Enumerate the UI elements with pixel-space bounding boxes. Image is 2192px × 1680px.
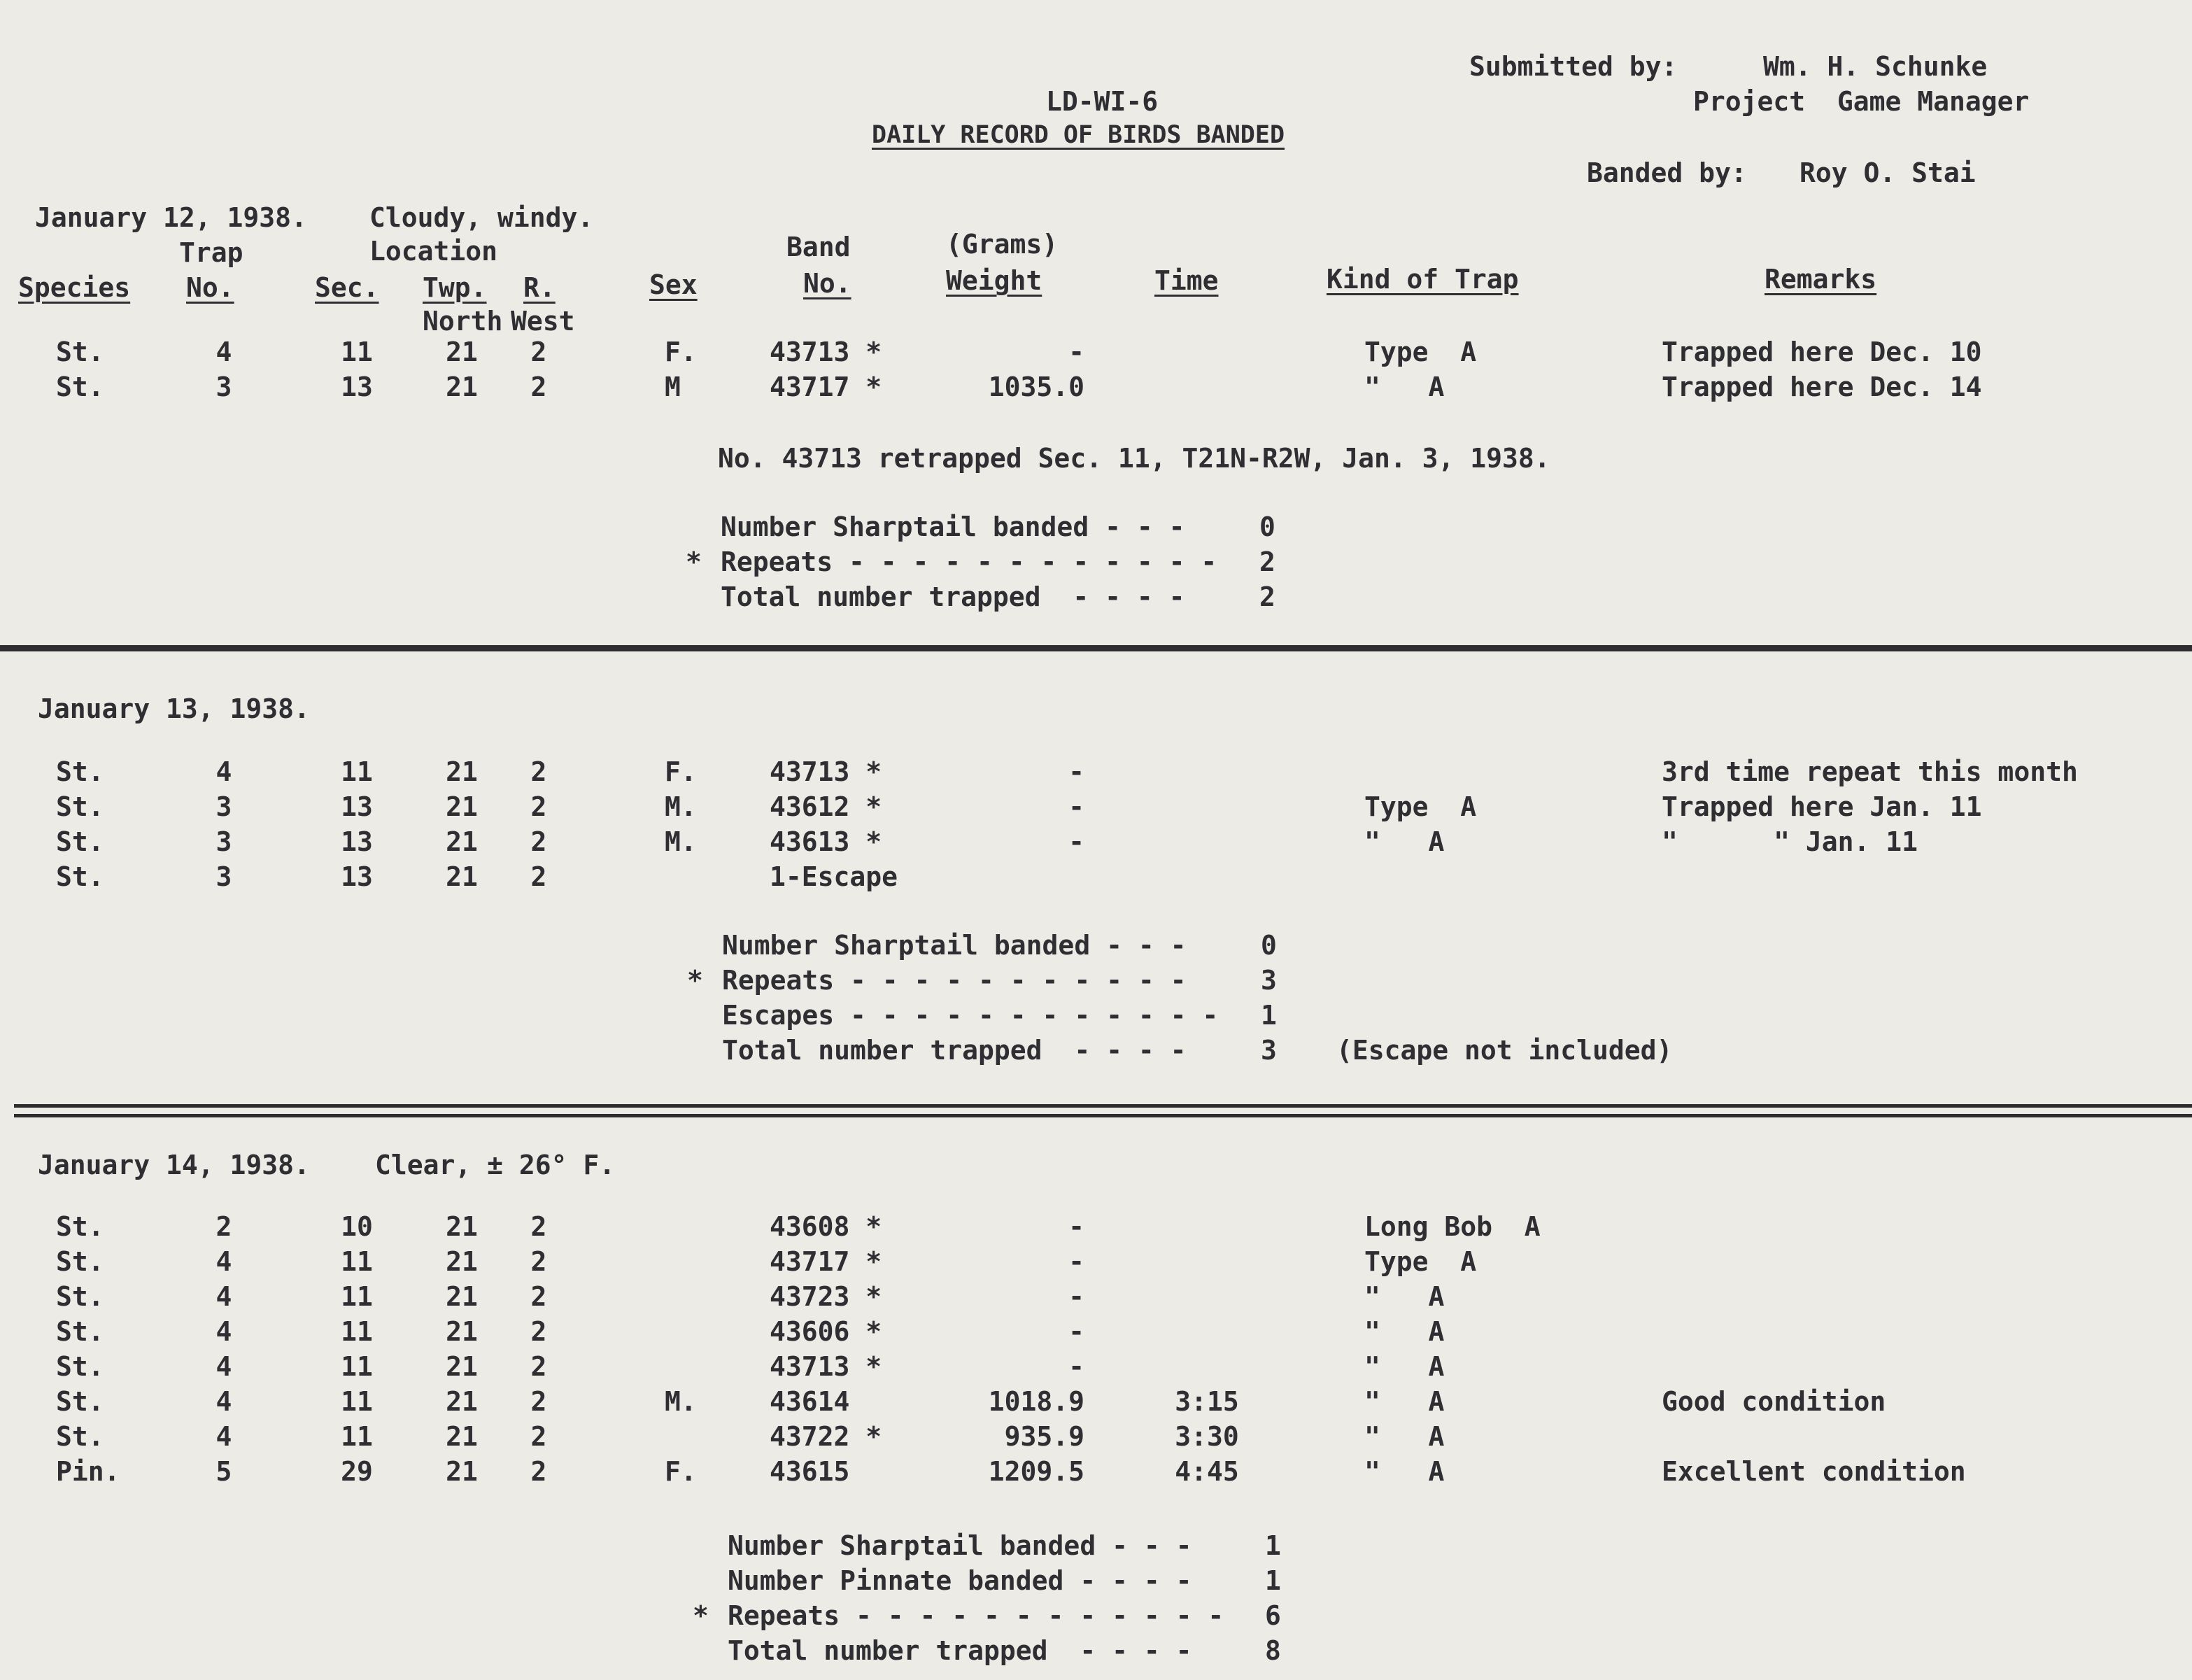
- summary-label: Escapes - - - - - - - - - - - -: [722, 1000, 1219, 1031]
- summary-value: 1: [1261, 1000, 1277, 1031]
- section-divider-double-top: [14, 1104, 2192, 1108]
- day3-species-cell: St.: [56, 1281, 104, 1312]
- summary-value: 3: [1261, 965, 1277, 996]
- day3-weight-cell: -: [1068, 1246, 1084, 1277]
- day2-twp-cell: 21: [446, 756, 478, 787]
- summary-label: Total number trapped - - - -: [721, 581, 1185, 612]
- day3-twp-cell: 21: [446, 1246, 478, 1277]
- day2-sex-cell: M.: [665, 791, 697, 822]
- col-north: North: [423, 306, 503, 337]
- day3-r-cell: 2: [530, 1211, 547, 1242]
- day3-sec-cell: 11: [341, 1351, 373, 1382]
- day3-trap-cell: 5: [215, 1456, 232, 1487]
- summary-value: 0: [1259, 511, 1275, 542]
- day1-trap-cell: 3: [215, 372, 232, 402]
- day2-species-cell: St.: [56, 861, 104, 892]
- day3-weight-cell: -: [1068, 1281, 1084, 1312]
- day3-sex-cell: M.: [665, 1386, 697, 1417]
- col-weight: Weight: [946, 265, 1042, 296]
- section-divider-double-bottom: [14, 1114, 2192, 1117]
- summary-value: 3: [1261, 1035, 1277, 1066]
- submitted-by-label: Submitted by:: [1469, 51, 1678, 82]
- summary-value: 0: [1261, 930, 1277, 961]
- day3-sec-cell: 11: [341, 1421, 373, 1452]
- day3-weather: Clear, ± 26° F.: [375, 1150, 616, 1180]
- day3-twp-cell: 21: [446, 1351, 478, 1382]
- day3-weight-cell: -: [1068, 1211, 1084, 1242]
- day3-r-cell: 2: [530, 1281, 547, 1312]
- day3-weight-cell: 1209.5: [988, 1456, 1084, 1487]
- day1-sec-cell: 11: [341, 337, 373, 367]
- day3-sec-cell: 11: [341, 1246, 373, 1277]
- repeat-asterisk: *: [693, 1600, 709, 1631]
- day3-band-cell: 43608 *: [770, 1211, 882, 1242]
- day3-kind-cell: " A: [1364, 1386, 1445, 1417]
- col-trap-no: No.: [186, 272, 234, 303]
- col-r: R.: [523, 272, 556, 303]
- day3-kind-cell: " A: [1364, 1421, 1445, 1452]
- col-remarks: Remarks: [1765, 264, 1877, 295]
- day3-kind-cell: Type A: [1364, 1246, 1477, 1277]
- day1-twp-cell: 21: [446, 372, 478, 402]
- summary-label: Number Sharptail banded - - -: [721, 511, 1185, 542]
- day3-twp-cell: 21: [446, 1211, 478, 1242]
- day1-date: January 12, 1938.: [35, 202, 307, 233]
- day2-species-cell: St.: [56, 756, 104, 787]
- day3-time-cell: 3:15: [1175, 1386, 1239, 1417]
- day3-trap-cell: 2: [215, 1211, 232, 1242]
- day2-trap-cell: 3: [215, 826, 232, 857]
- day3-remark-cell: Excellent condition: [1662, 1456, 1966, 1487]
- day3-species-cell: St.: [56, 1351, 104, 1382]
- day2-weight-cell: -: [1068, 826, 1084, 857]
- day2-sec-cell: 13: [341, 826, 373, 857]
- day3-band-cell: 43615: [770, 1456, 850, 1487]
- submitter-title: Project Game Manager: [1693, 86, 2030, 117]
- day2-remark-cell: " " Jan. 11: [1662, 826, 1918, 857]
- summary-label: Number Pinnate banded - - - -: [728, 1565, 1192, 1596]
- day3-species-cell: St.: [56, 1246, 104, 1277]
- day3-r-cell: 2: [530, 1316, 547, 1347]
- day2-r-cell: 2: [530, 826, 547, 857]
- day3-weight-cell: 935.9: [1004, 1421, 1084, 1452]
- day2-twp-cell: 21: [446, 861, 478, 892]
- day2-weight-cell: -: [1068, 791, 1084, 822]
- day3-species-cell: St.: [56, 1211, 104, 1242]
- day3-kind-cell: " A: [1364, 1281, 1445, 1312]
- col-sex: Sex: [649, 269, 698, 300]
- day1-sex-cell: F.: [665, 337, 697, 367]
- day2-sec-cell: 13: [341, 861, 373, 892]
- day3-r-cell: 2: [530, 1456, 547, 1487]
- day3-band-cell: 43723 *: [770, 1281, 882, 1312]
- day3-r-cell: 2: [530, 1351, 547, 1382]
- day2-r-cell: 2: [530, 861, 547, 892]
- day3-kind-cell: " A: [1364, 1316, 1445, 1347]
- day3-species-cell: St.: [56, 1386, 104, 1417]
- day1-weather: Cloudy, windy.: [369, 202, 594, 233]
- day3-sec-cell: 10: [341, 1211, 373, 1242]
- day1-sex-cell: M: [665, 372, 681, 402]
- day2-sex-cell: F.: [665, 756, 697, 787]
- day2-remark-cell: Trapped here Jan. 11: [1662, 791, 1982, 822]
- summary-value: 2: [1259, 546, 1275, 577]
- day3-trap-cell: 4: [215, 1421, 232, 1452]
- col-band-no: No.: [803, 268, 851, 299]
- day2-species-cell: St.: [56, 826, 104, 857]
- day1-sec-cell: 13: [341, 372, 373, 402]
- day3-band-cell: 43614: [770, 1386, 850, 1417]
- day2-remark-cell: 3rd time repeat this month: [1662, 756, 2078, 787]
- day3-r-cell: 2: [530, 1421, 547, 1452]
- day2-twp-cell: 21: [446, 791, 478, 822]
- summary-label: Total number trapped - - - -: [728, 1635, 1192, 1666]
- day2-trap-cell: 4: [215, 756, 232, 787]
- col-trap-top: Trap: [179, 237, 243, 268]
- day3-r-cell: 2: [530, 1386, 547, 1417]
- day1-r-cell: 2: [530, 372, 547, 402]
- day1-band-cell: 43717 *: [770, 372, 882, 402]
- day3-remark-cell: Good condition: [1662, 1386, 1886, 1417]
- day3-species-cell: St.: [56, 1421, 104, 1452]
- col-twp: Twp.: [423, 272, 487, 303]
- day1-r-cell: 2: [530, 337, 547, 367]
- day2-band-cell: 1-Escape: [770, 861, 898, 892]
- section-divider: [0, 645, 2192, 651]
- day1-band-cell: 43713 *: [770, 337, 882, 367]
- day2-sec-cell: 13: [341, 791, 373, 822]
- day3-twp-cell: 21: [446, 1316, 478, 1347]
- day3-twp-cell: 21: [446, 1386, 478, 1417]
- day3-sex-cell: F.: [665, 1456, 697, 1487]
- banded-by-label: Banded by:: [1587, 157, 1747, 188]
- day1-species-cell: St.: [56, 372, 104, 402]
- day1-weight-cell: 1035.0: [988, 372, 1084, 402]
- day2-sec-cell: 11: [341, 756, 373, 787]
- day2-sex-cell: M.: [665, 826, 697, 857]
- day3-band-cell: 43717 *: [770, 1246, 882, 1277]
- day3-trap-cell: 4: [215, 1386, 232, 1417]
- day3-twp-cell: 21: [446, 1421, 478, 1452]
- day2-kind-cell: " A: [1364, 826, 1445, 857]
- day3-twp-cell: 21: [446, 1281, 478, 1312]
- summary-value: 2: [1259, 581, 1275, 612]
- day1-retrap-note: No. 43713 retrapped Sec. 11, T21N-R2W, Jan. 3, 1938.: [718, 443, 1550, 474]
- day2-weight-cell: -: [1068, 756, 1084, 787]
- day3-trap-cell: 4: [215, 1316, 232, 1347]
- day3-sec-cell: 11: [341, 1316, 373, 1347]
- day3-weight-cell: 1018.9: [988, 1386, 1084, 1417]
- day2-trap-cell: 3: [215, 791, 232, 822]
- col-grams: (Grams): [946, 229, 1059, 260]
- day3-band-cell: 43713 *: [770, 1351, 882, 1382]
- day1-remark-cell: Trapped here Dec. 14: [1662, 372, 1982, 402]
- day2-band-cell: 43713 *: [770, 756, 882, 787]
- day3-band-cell: 43606 *: [770, 1316, 882, 1347]
- day3-kind-cell: " A: [1364, 1456, 1445, 1487]
- day2-species-cell: St.: [56, 791, 104, 822]
- day3-trap-cell: 4: [215, 1351, 232, 1382]
- day3-species-cell: St.: [56, 1316, 104, 1347]
- col-kind-of-trap: Kind of Trap: [1327, 264, 1519, 295]
- summary-label: Repeats - - - - - - - - - - -: [722, 965, 1187, 996]
- day3-r-cell: 2: [530, 1246, 547, 1277]
- day1-twp-cell: 21: [446, 337, 478, 367]
- day2-twp-cell: 21: [446, 826, 478, 857]
- day3-band-cell: 43722 *: [770, 1421, 882, 1452]
- summary-label: Total number trapped - - - -: [722, 1035, 1187, 1066]
- day1-species-cell: St.: [56, 337, 104, 367]
- col-time: Time: [1154, 265, 1219, 296]
- document-code: LD-WI-6: [1046, 86, 1159, 117]
- day2-kind-cell: Type A: [1364, 791, 1477, 822]
- submitted-by-name: Wm. H. Schunke: [1763, 51, 1988, 82]
- day3-sec-cell: 29: [341, 1456, 373, 1487]
- day3-trap-cell: 4: [215, 1246, 232, 1277]
- day3-weight-cell: -: [1068, 1316, 1084, 1347]
- summary-label: Repeats - - - - - - - - - - - -: [721, 546, 1217, 577]
- col-species: Species: [18, 272, 131, 303]
- summary-label: Repeats - - - - - - - - - - - -: [728, 1600, 1224, 1631]
- col-west: West: [511, 306, 575, 337]
- day1-kind-cell: " A: [1364, 372, 1445, 402]
- day2-band-cell: 43613 *: [770, 826, 882, 857]
- col-location: Location: [369, 236, 498, 267]
- summary-value: 8: [1265, 1635, 1281, 1666]
- day3-kind-cell: Long Bob A: [1364, 1211, 1541, 1242]
- day2-r-cell: 2: [530, 791, 547, 822]
- day3-sec-cell: 11: [341, 1281, 373, 1312]
- day3-date: January 14, 1938.: [38, 1150, 310, 1180]
- day2-r-cell: 2: [530, 756, 547, 787]
- day1-trap-cell: 4: [215, 337, 232, 367]
- col-band-top: Band: [786, 232, 851, 262]
- day2-band-cell: 43612 *: [770, 791, 882, 822]
- summary-value: 6: [1265, 1600, 1281, 1631]
- day2-trap-cell: 3: [215, 861, 232, 892]
- day3-weight-cell: -: [1068, 1351, 1084, 1382]
- banded-by-name: Roy O. Stai: [1799, 157, 1976, 188]
- summary-value: 1: [1265, 1565, 1281, 1596]
- summary-label: Number Sharptail banded - - -: [722, 930, 1187, 961]
- document-title: DAILY RECORD OF BIRDS BANDED: [872, 121, 1285, 149]
- day3-twp-cell: 21: [446, 1456, 478, 1487]
- day1-weight-cell: -: [1068, 337, 1084, 367]
- escape-note: (Escape not included): [1336, 1035, 1673, 1066]
- col-sec: Sec.: [315, 272, 379, 303]
- day3-trap-cell: 4: [215, 1281, 232, 1312]
- summary-value: 1: [1265, 1530, 1281, 1561]
- summary-label: Number Sharptail banded - - -: [728, 1530, 1192, 1561]
- repeat-asterisk: *: [686, 546, 702, 577]
- repeat-asterisk: *: [687, 965, 703, 996]
- day3-time-cell: 3:30: [1175, 1421, 1239, 1452]
- day3-species-cell: Pin.: [56, 1456, 120, 1487]
- day3-time-cell: 4:45: [1175, 1456, 1239, 1487]
- day3-sec-cell: 11: [341, 1386, 373, 1417]
- day1-remark-cell: Trapped here Dec. 10: [1662, 337, 1982, 367]
- day3-kind-cell: " A: [1364, 1351, 1445, 1382]
- day1-kind-cell: Type A: [1364, 337, 1477, 367]
- day2-date: January 13, 1938.: [38, 693, 310, 724]
